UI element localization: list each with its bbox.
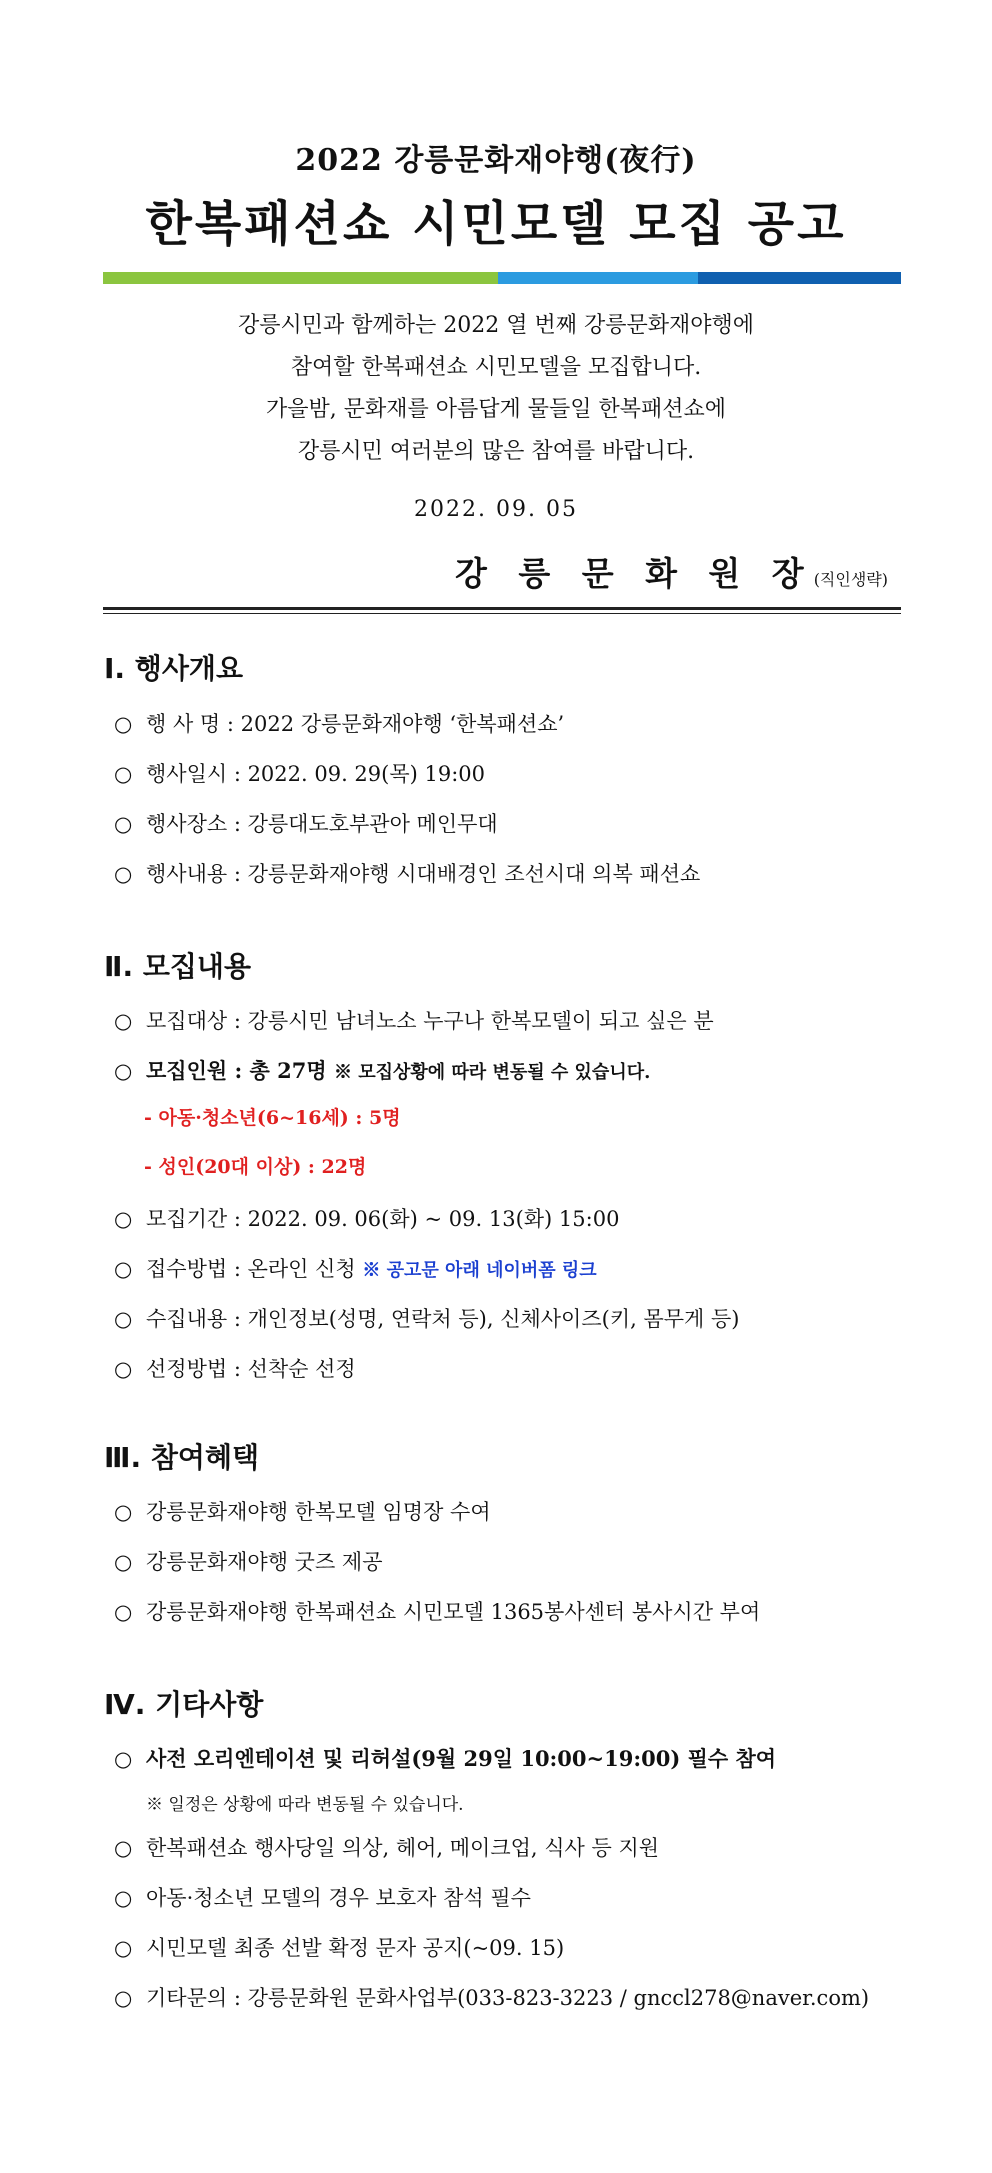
list-item: ○ 모집인원 : 총 27명 ※ 모집상황에 따라 변동될 수 있습니다. xyxy=(114,1058,651,1083)
bullet-icon: ○ xyxy=(114,1600,133,1624)
divider-thin xyxy=(103,613,901,614)
bullet-icon: ○ xyxy=(114,1357,133,1381)
intro-line: 가을밤, 문화재를 아름답게 물들일 한복패션쇼에 xyxy=(265,397,726,422)
signer xyxy=(455,548,888,595)
bullet-icon: ○ xyxy=(114,862,133,886)
bullet-icon: ○ xyxy=(114,1009,133,1033)
bullet-icon: ○ xyxy=(114,1307,133,1331)
bullet-icon: ○ xyxy=(114,812,133,836)
bullet-icon: ○ xyxy=(114,1836,133,1860)
recruit-note: ※ 모집상황에 따라 변동될 수 있습니다. xyxy=(333,1062,651,1083)
bullet-icon: ○ xyxy=(114,1500,133,1524)
list-item: ○ 강릉문화재야행 한복패션쇼 시민모델 1365봉사센터 봉사시간 부여 xyxy=(114,1600,761,1624)
signer-name: 강 릉 문 화 원 장 xyxy=(454,554,814,593)
list-item: ○ 강릉문화재야행 한복모델 임명장 수여 xyxy=(114,1500,491,1524)
section-title-benefits: Ⅲ. 참여혜택 xyxy=(104,1441,260,1474)
sub-item-youth: - 아동·청소년(6~16세) : 5명 xyxy=(144,1107,401,1129)
bullet-icon: ○ xyxy=(114,1207,133,1231)
color-bar-green xyxy=(103,272,498,284)
intro-text xyxy=(0,305,992,473)
color-bar-blue xyxy=(698,272,901,284)
list-item: ○ 모집대상 : 강릉시민 남녀노소 누구나 한복모델이 되고 싶은 분 xyxy=(114,1009,714,1033)
bullet-icon: ○ xyxy=(114,1746,133,1771)
intro-line: 강릉시민 여러분의 많은 참여를 바랍니다. xyxy=(297,439,695,464)
list-item: ○ 사전 오리엔테이션 및 리허설(9월 29일 10:00~19:00) 필수 참여 xyxy=(114,1746,777,1771)
list-item: ○ 선정방법 : 선착순 선정 xyxy=(114,1357,356,1381)
bullet-icon: ○ xyxy=(114,1936,133,1960)
section-title-overview: Ⅰ. 행사개요 xyxy=(104,652,243,685)
list-item: ○ 시민모델 최종 선발 확정 문자 공지(~09. 15) xyxy=(114,1936,565,1960)
bullet-icon: ○ xyxy=(114,1257,133,1281)
form-link-note: ※ 공고문 아래 네이버폼 링크 xyxy=(362,1260,597,1281)
list-item: ○ 모집기간 : 2022. 09. 06(화) ~ 09. 13(화) 15:00 xyxy=(114,1207,620,1231)
list-item: ○ 아동·청소년 모델의 경우 보호자 참석 필수 xyxy=(114,1886,531,1910)
list-item: ○ 한복패션쇼 행사당일 의상, 헤어, 메이크업, 식사 등 지원 xyxy=(114,1836,660,1860)
bullet-icon: ○ xyxy=(114,1986,133,2010)
intro-line: 참여할 한복패션쇼 시민모델을 모집합니다. xyxy=(290,355,702,380)
list-item: ○ 수집내용 : 개인정보(성명, 연락처 등), 신체사이즈(키, 몸무게 등) xyxy=(114,1307,740,1331)
divider-thick xyxy=(103,607,901,610)
section-title-recruitment: Ⅱ. 모집내용 xyxy=(104,950,252,983)
list-item: ○ 강릉문화재야행 굿즈 제공 xyxy=(114,1550,383,1574)
page-title: 한복패션쇼 시민모델 모집 공고 xyxy=(145,196,847,252)
schedule-note: ※ 일정은 상황에 따라 변동될 수 있습니다. xyxy=(146,1795,464,1815)
list-item: ○ 접수방법 : 온라인 신청 ※ 공고문 아래 네이버폼 링크 xyxy=(114,1257,597,1281)
signer-note: (직인생략) xyxy=(813,570,888,589)
bullet-icon: ○ xyxy=(114,762,133,786)
event-subtitle: 2022 강릉문화재야행(夜行) xyxy=(295,143,697,178)
list-item: ○ 행사장소 : 강릉대도호부관아 메인무대 xyxy=(114,812,498,836)
bullet-icon: ○ xyxy=(114,1886,133,1910)
list-item: ○ 행 사 명 : 2022 강릉문화재야행 ‘한복패션쇼’ xyxy=(114,712,565,736)
bullet-icon: ○ xyxy=(114,1550,133,1574)
intro-line: 강릉시민과 함께하는 2022 열 번째 강릉문화재야행에 xyxy=(238,313,754,338)
sub-item-adult: - 성인(20대 이상) : 22명 xyxy=(144,1156,367,1178)
color-bar xyxy=(103,272,901,284)
bullet-icon: ○ xyxy=(114,1058,133,1083)
notice-date: 2022. 09. 05 xyxy=(414,497,578,522)
list-item: ○ 행사일시 : 2022. 09. 29(목) 19:00 xyxy=(114,762,486,786)
list-item: ○ 행사내용 : 강릉문화재야행 시대배경인 조선시대 의복 패션쇼 xyxy=(114,862,701,886)
bullet-icon: ○ xyxy=(114,712,133,736)
section-title-misc: Ⅳ. 기타사항 xyxy=(104,1688,264,1721)
list-item: ○ 기타문의 : 강릉문화원 문화사업부(033-823-3223 / gnccl278@naver.com) xyxy=(114,1986,870,2010)
color-bar-lightblue xyxy=(498,272,698,284)
